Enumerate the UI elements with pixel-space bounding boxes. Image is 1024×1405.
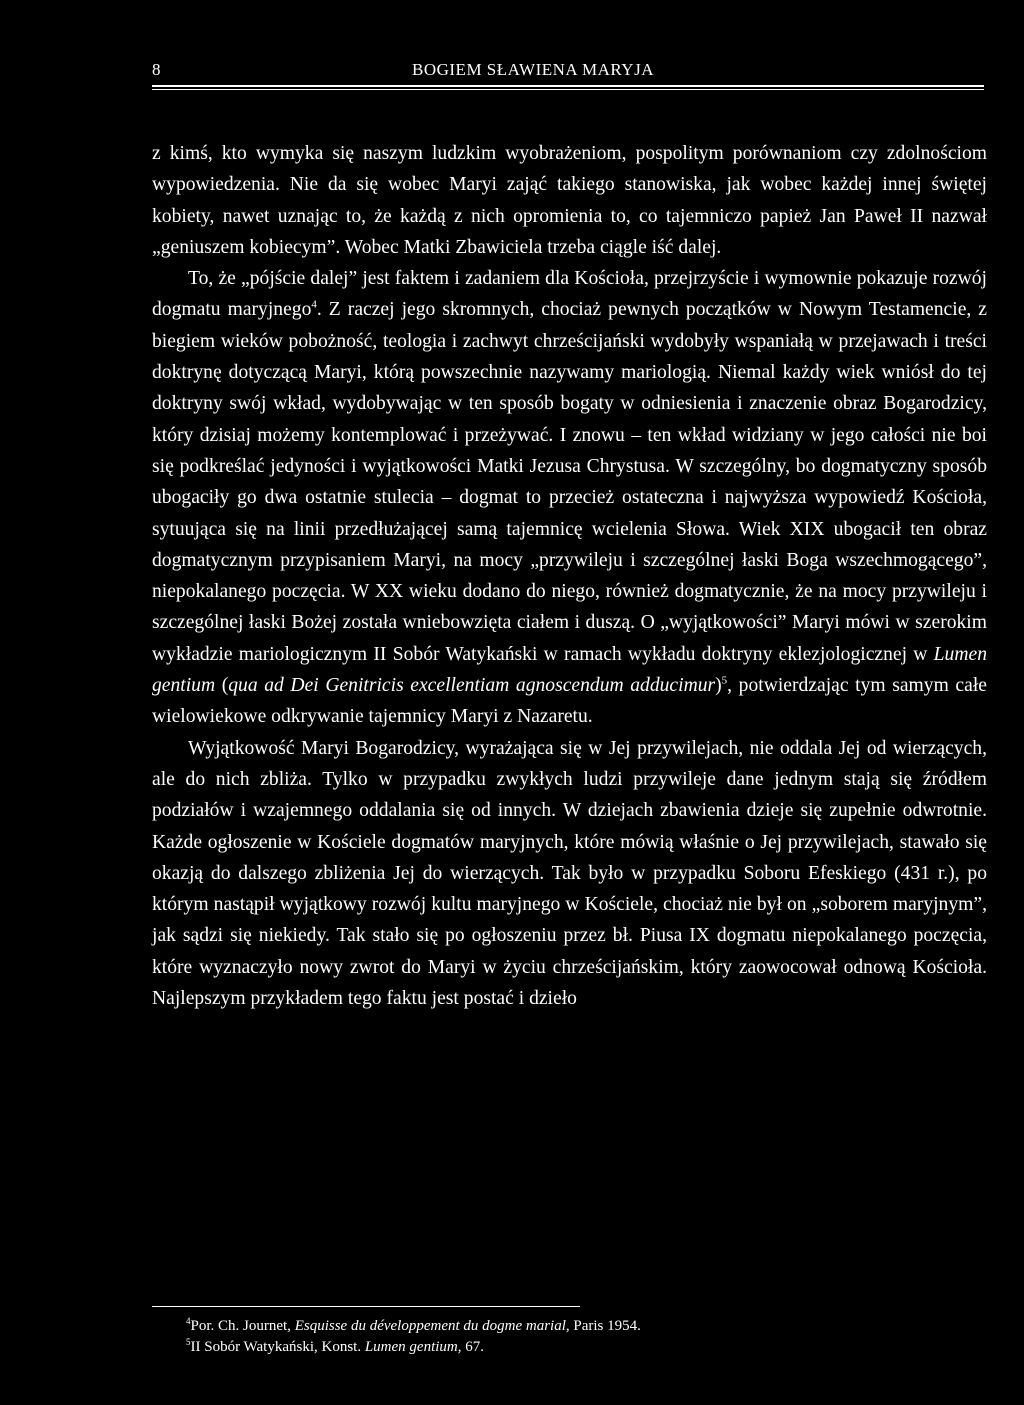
running-title: BOGIEM SŁAWIENA MARYJA	[412, 60, 654, 79]
footnotes	[186, 1316, 966, 1358]
footnote-5	[186, 1337, 966, 1358]
footnote-mark: 5	[186, 1337, 191, 1347]
header-rule-thin	[152, 89, 984, 90]
paragraph-1: z kimś, kto wymyka się naszym ludzkim wyobrażeniom, pospolitym porównaniom czy zdolnościom wypowiedzenia. Nie da się wobec Maryi zająć takiego stanowiska, jak wobec każdej innej świętej kobiety, nawet uznając to, że każdą z nich opromienia to, co tajemniczo papież Jan Paweł II nazwał „geniuszem kobiecym”. Wobec Matki Zbawiciela trzeba ciągle iść dalej.	[152, 143, 987, 258]
paragraph-2-text-c: (	[215, 675, 229, 697]
footnote-text: Por. Ch. Journet,	[190, 1318, 295, 1334]
paragraph-2-italic-quote: qua ad Dei Genitricis excellentiam agnoscendum adducimur	[228, 675, 716, 697]
body-text	[152, 138, 987, 1014]
footnote-ref-4: 4	[311, 298, 317, 311]
footnote-ref-5: 5	[721, 674, 728, 687]
paragraph-2-text-e: , potwierdzając tym samym całe wielowiekowe odkrywanie tajemnicy Maryi z Nazaretu.	[152, 675, 987, 728]
paragraph-2-text-a: To, że „pójście dalej” jest faktem i zadaniem dla Kościoła, przejrzyście i wymownie pokazuje rozwój dogmatu maryjnego	[152, 268, 987, 321]
footnote-title: Esquisse du développement du dogme marial,	[294, 1318, 570, 1334]
footnote-title: Lumen gentium,	[364, 1339, 462, 1355]
footnote-text-end: 67.	[461, 1339, 485, 1355]
footnote-mark: 4	[186, 1316, 191, 1326]
page-header	[152, 52, 984, 88]
footnote-separator	[152, 1306, 580, 1307]
footnote-text-end: Paris 1954.	[569, 1318, 641, 1334]
paragraph-3: Wyjątkowość Maryi Bogarodzicy, wyrażająca się w Jej przywilejach, nie oddala Jej od wierzących, ale do nich zbliża. Tylko w przypadku zwykłych ludzi przywileje dane jednym stają się źródłem podziałów i wzajemnego oddalania się od innych. W dziejach zbawienia dzieje się zupełnie odwrotnie. Każde ogłoszenie w Kościele dogmatów maryjnych, które mówią właśnie o Jej przywilejach, stawało się okazją do dalszego zbliżenia Jej do wierzących. Tak było w przypadku Soboru Efeskiego (431 r.), po którym nastąpił wyjątkowy rozwój kultu maryjnego w Kościele, chociaż nie był on „soborem maryjnym”, jak sądzi się niekiedy. Tak stało się po ogłoszeniu przez bł. Piusa IX dogmatu niepokalanego poczęcia, które wyznaczyło nowy zwrot do Maryi w życiu chrześcijańskim, który zaowocował odnową Kościoła. Najlepszym przykładem tego faktu jest postać i dzieło	[152, 737, 987, 1010]
paragraph-2-text-d: )	[715, 675, 722, 697]
header-rule	[152, 85, 984, 87]
paragraph-2	[152, 263, 987, 732]
paragraph-2-text-b: . Z raczej jego skromnych, chociaż pewnych początków w Nowym Testamencie, z biegiem wieków pobożność, teologia i zachwyt chrześcijański wydobyły wspaniałą w przejawach i treści doktrynę dotyczącą Maryi, którą powszechnie nazywamy mariologią. Niemal każdy wiek wniósł do tej doktryny swój wkład, wydobywając w ten sposób bogaty w odniesienia i znaczenie obraz Bogarodzicy, który dzisiaj możemy kontemplować i przeżywać. I znowu – ten wkład widziany w jego całości nie boi się podkreślać jedyności i wyjątkowości Matki Jezusa Chrystusa. W szczególny, bo dogmatyczny sposób ubogaciły go dwa ostatnie stulecia – dogmat to przecież ostateczna i najwyższa wypowiedź Kościoła, sytuująca się na linii przedłużającej samą tajemnicę wcielenia Słowa. Wiek XIX ubogacił ten obraz dogmatycznym przypisaniem Maryi, na mocy „przywileju i szczególnej łaski Boga wszechmogącego”, niepokalanego poczęcia. W XX wieku dodano do niego, również dogmatycznie, że na mocy przywileju i szczególnej łaski Bożej została wniebowzięta ciałem i duszą. O „wyjątkowości” Maryi mówi w szerokim wykładzie mariologicznym II Sobór Watykański w ramach wykładu doktryny eklezjologicznej w	[152, 299, 988, 665]
page-number: 8	[152, 60, 161, 79]
footnote-4	[186, 1316, 966, 1337]
paragraph-2-italic-title: Lumen gentium	[152, 643, 987, 697]
footnote-text: II Sobór Watykański, Konst.	[190, 1339, 365, 1355]
